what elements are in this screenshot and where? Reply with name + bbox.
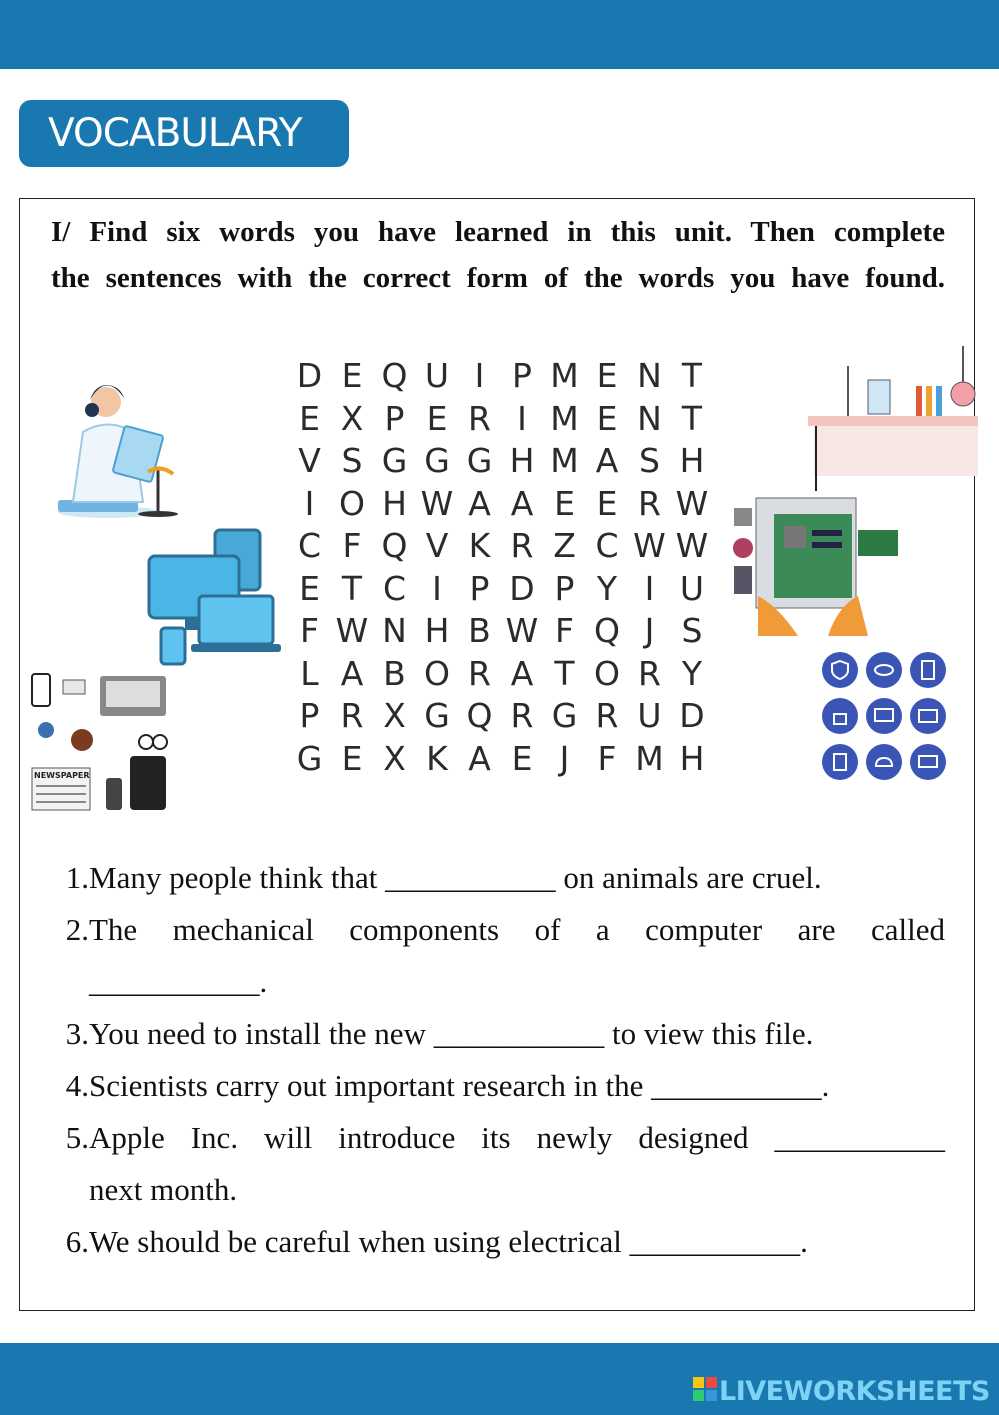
grid-letter: B	[383, 653, 406, 693]
grid-letter: E	[341, 738, 363, 778]
grid-letter: W	[505, 611, 539, 650]
sentence-1	[55, 852, 945, 904]
grid-letter: I	[517, 398, 527, 438]
sentence-number: 4.	[65, 1068, 89, 1103]
sentence-text: The mechanical components of a computer are called	[89, 912, 945, 947]
grid-letter: V	[298, 441, 321, 480]
scientist-illustration	[48, 372, 188, 522]
grid-letter: B	[468, 611, 491, 650]
sentence-number: 1.	[65, 860, 89, 895]
grid-letter: X	[340, 398, 364, 438]
grid-letter: T	[341, 568, 363, 608]
grid-letter: Z	[553, 526, 576, 565]
grid-letter: K	[468, 526, 491, 565]
sentence-text-cont: ___________.	[89, 964, 268, 999]
sentence-number: 5.	[65, 1120, 89, 1155]
grid-letter: E	[299, 398, 320, 438]
grid-letter: J	[644, 611, 655, 650]
grid-letter: A	[468, 483, 491, 523]
grid-letter: C	[595, 526, 619, 565]
sentence-2	[55, 904, 945, 1008]
grid-letter: D	[509, 568, 535, 608]
grid-letter: A	[340, 653, 364, 693]
sentence-text: Apple Inc. will introduce its newly designed ___________	[89, 1120, 945, 1155]
grid-letter: G	[551, 696, 578, 735]
grid-letter: O	[594, 653, 620, 693]
grid-letter: W	[675, 483, 709, 523]
newspaper-label: NEWSPAPER	[34, 771, 90, 780]
grid-letter: A	[510, 483, 534, 523]
grid-letter: F	[342, 526, 362, 565]
brand-wordmark: LIVEWORKSHEETS	[719, 1376, 990, 1407]
grid-letter: R	[510, 526, 534, 565]
liveworksheets-logo-icon	[693, 1377, 717, 1401]
grid-letter: O	[424, 653, 450, 693]
devices-illustration	[145, 528, 285, 668]
sentence-text: You need to install the new ___________ to view this file.	[89, 1016, 814, 1051]
section-badge: VOCABULARY	[19, 100, 349, 167]
grid-letter: T	[554, 653, 575, 693]
instructions-line-2: the sentences with the correct form of the words you have found.	[51, 262, 945, 294]
lab-bench-illustration	[808, 346, 978, 491]
grid-letter: N	[637, 398, 662, 438]
grid-letter: R	[468, 398, 491, 438]
grid-letter: E	[511, 738, 533, 778]
grid-letter: I	[644, 568, 655, 608]
grid-letter: T	[681, 356, 703, 395]
grid-letter: H	[509, 441, 535, 480]
grid-letter: X	[383, 696, 406, 735]
grid-letter: R	[638, 653, 661, 693]
grid-letter: A	[510, 653, 534, 693]
grid-letter: U	[424, 356, 450, 395]
sentence-3	[55, 1008, 945, 1060]
grid-letter: E	[596, 483, 618, 523]
grid-letter: E	[596, 356, 618, 395]
grid-letter: Q	[466, 696, 493, 735]
grid-letter: G	[424, 696, 450, 735]
sentence-4	[55, 1060, 945, 1112]
grid-letter: U	[679, 568, 705, 608]
media-items-illustration	[30, 672, 170, 812]
grid-letter: R	[340, 696, 364, 735]
grid-letter: F	[555, 611, 574, 650]
grid-letter: N	[382, 611, 407, 650]
grid-letter: O	[339, 483, 365, 523]
grid-letter: W	[675, 526, 709, 565]
grid-letter: I	[304, 483, 315, 523]
grid-letter: D	[679, 696, 705, 735]
grid-letter: M	[550, 356, 579, 395]
grid-letter: P	[299, 696, 320, 735]
grid-letter: E	[299, 568, 320, 608]
grid-letter: G	[466, 441, 493, 480]
grid-letter: Q	[594, 611, 620, 650]
grid-letter: U	[637, 696, 662, 735]
grid-letter: A	[595, 441, 619, 480]
grid-letter: G	[424, 441, 450, 480]
sentence-number: 6.	[65, 1224, 89, 1259]
sentence-number: 3.	[65, 1016, 89, 1051]
grid-letter: Q	[381, 526, 408, 565]
grid-letter: E	[596, 398, 618, 438]
sentence-5	[55, 1112, 945, 1216]
grid-letter: T	[681, 398, 703, 438]
grid-letter: G	[381, 441, 408, 480]
grid-letter: M	[635, 738, 664, 778]
grid-letter: R	[468, 653, 491, 693]
grid-letter: Q	[381, 356, 408, 395]
sentence-text-cont: next month.	[89, 1172, 238, 1207]
grid-letter: W	[335, 611, 369, 650]
sentence-number: 2.	[65, 912, 89, 947]
grid-letter: C	[297, 526, 322, 565]
grid-letter: P	[469, 568, 490, 608]
grid-letter: L	[300, 653, 319, 693]
grid-letter: H	[679, 441, 705, 480]
grid-letter: P	[554, 568, 575, 608]
grid-letter: M	[550, 398, 579, 438]
security-icons-illustration	[818, 652, 966, 792]
grid-letter: E	[554, 483, 575, 523]
grid-letter: N	[637, 356, 662, 395]
grid-letter: R	[510, 696, 534, 735]
grid-letter: G	[296, 738, 323, 778]
grid-letter: R	[595, 696, 619, 735]
instructions-line-1: I/ Find six words you have learned in this unit. Then complete	[51, 216, 945, 248]
sentence-text: Many people think that ___________ on animals are cruel.	[89, 860, 822, 895]
grid-letter: S	[341, 441, 363, 480]
word-search-grid	[288, 356, 718, 782]
grid-letter: H	[382, 483, 407, 523]
grid-letter: D	[296, 356, 323, 395]
grid-letter: Y	[596, 568, 618, 608]
grid-letter: F	[300, 611, 319, 650]
grid-letter: K	[426, 738, 448, 778]
grid-letter: W	[633, 526, 666, 565]
sentence-6	[55, 1216, 945, 1268]
sentence-text: We should be careful when using electrical ___________.	[89, 1224, 808, 1259]
grid-letter: P	[384, 398, 405, 438]
sentence-text: Scientists carry out important research in the ___________.	[89, 1068, 830, 1103]
grid-letter: W	[420, 483, 454, 523]
grid-letter: I	[474, 356, 485, 395]
grid-letter: V	[425, 526, 449, 565]
grid-letter: F	[597, 738, 617, 778]
motherboard-illustration	[728, 496, 903, 641]
grid-letter: A	[468, 738, 491, 778]
grid-letter: S	[681, 611, 703, 650]
grid-letter: H	[424, 611, 450, 650]
grid-letter: Y	[681, 653, 703, 693]
grid-letter: S	[639, 441, 660, 480]
grid-letter: E	[341, 356, 363, 395]
grid-letter: X	[383, 738, 406, 778]
grid-letter: C	[382, 568, 407, 608]
grid-letter: P	[512, 356, 532, 395]
top-bar	[0, 0, 999, 69]
grid-letter: R	[638, 483, 661, 523]
grid-letter: I	[432, 568, 442, 608]
grid-letter: H	[679, 738, 705, 778]
instructions	[51, 209, 945, 301]
grid-letter: M	[550, 441, 579, 480]
grid-letter: E	[426, 398, 448, 438]
grid-letter: J	[559, 738, 570, 778]
